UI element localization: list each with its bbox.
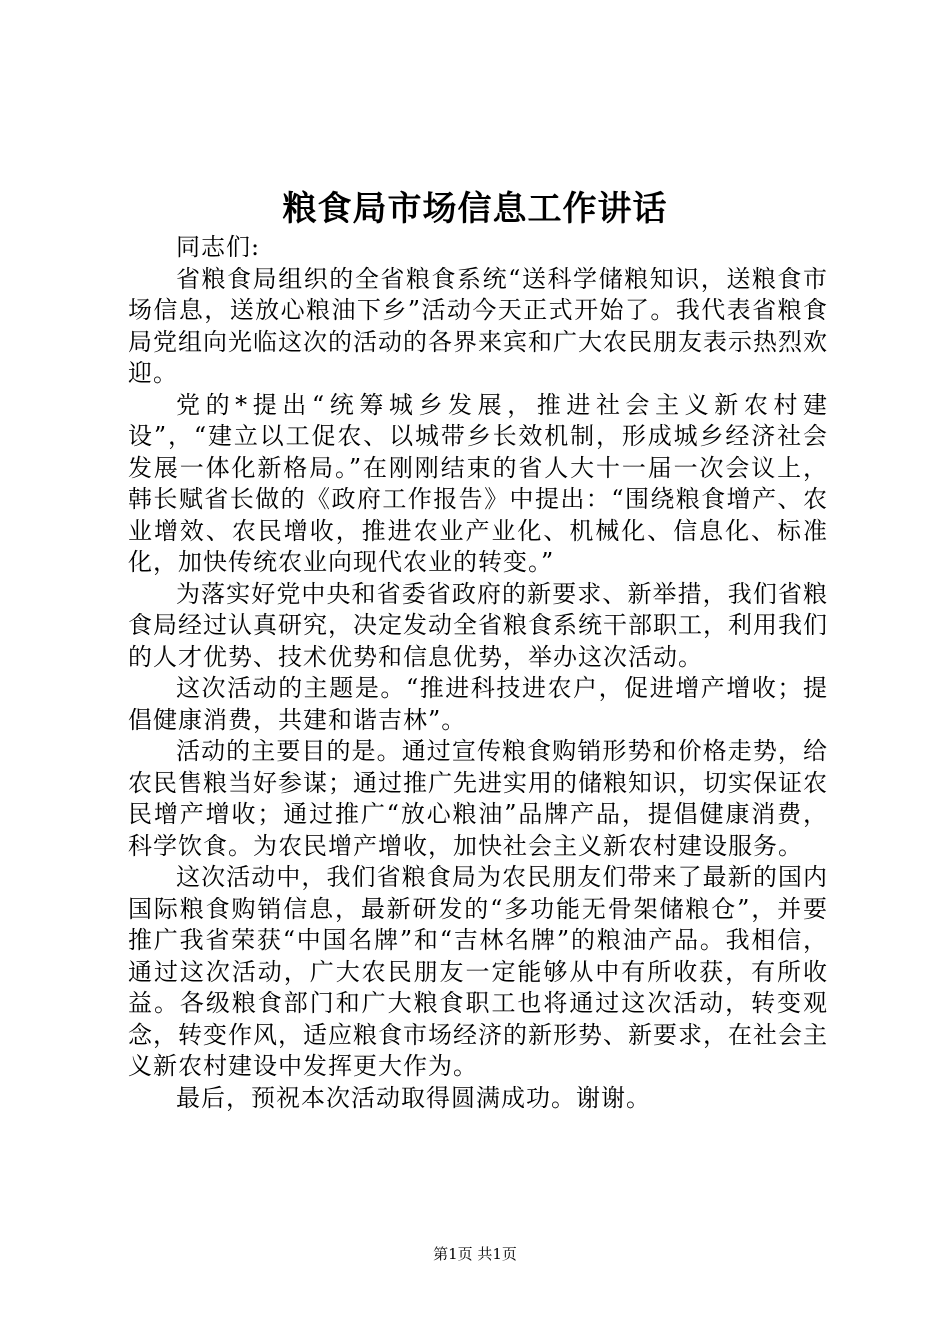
paragraph-1: 省粮食局组织的全省粮食系统“送科学储粮知识，送粮食市场信息，送放心粮油下乡”活动今天正式开始了。我代表省粮食局党组向光临这次的活动的各界来宾和广大农民朋友表示热烈欢迎。 [128,264,828,387]
paragraph-6: 这次活动中，我们省粮食局为农民朋友们带来了最新的国内国际粮食购销信息，最新研发的“多功能无骨架储粮仓”，并要推广我省荣获“中国名牌”和“吉林名牌”的粮油产品。我相信，通过这次活动，广大农民朋友一定能够从中有所收获，有所收益。各级粮食部门和广大粮食职工也将通过这次活动，转变观念，转变作风，适应粮食市场经济的新形势、新要求，在社会主义新农村建设中发挥更大作为。 [128,863,828,1080]
paragraph-5: 活动的主要目的是。通过宣传粮食购销形势和价格走势，给农民售粮当好参谋；通过推广先进实用的储粮知识，切实保证农民增产增收；通过推广“放心粮油”品牌产品，提倡健康消费，科学饮食。为农民增产增收，加快社会主义新农村建设服务。 [128,737,828,860]
page-footer: 第1页 共1页 [433,1245,517,1263]
paragraph-4: 这次活动的主题是。“推进科技进农户，促进增产增收；提倡健康消费，共建和谐吉林”。 [128,674,828,734]
salutation: 同志们: [176,233,261,261]
paragraph-7: 最后，预祝本次活动取得圆满成功。谢谢。 [176,1083,651,1112]
paragraph-2: 党的*提出“统筹城乡发展，推进社会主义新农村建设”，“建立以工促农、以城带乡长效机制，形成城乡经济社会发展一体化新格局。”在刚刚结束的省人大十一届一次会议上，韩长赋省长做的《政府工作报告》中提出：“围绕粮食增产、农业增效、农民增收，推进农业产业化、机械化、信息化、标准化，加快传统农业向现代农业的转变。” [128,390,828,576]
document-body [128,232,828,1114]
document-title: 粮食局市场信息工作讲话 [282,189,668,229]
paragraph-3: 为落实好党中央和省委省政府的新要求、新举措，我们省粮食局经过认真研究，决定发动全省粮食系统干部职工，利用我们的人才优势、技术优势和信息优势，举办这次活动。 [128,579,828,671]
